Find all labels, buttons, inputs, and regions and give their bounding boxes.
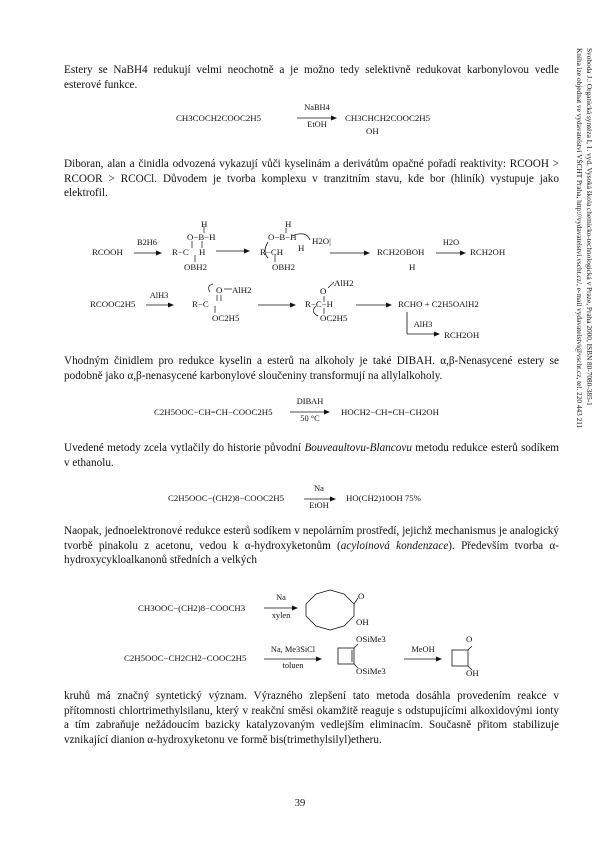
s2-arrow-6 bbox=[258, 302, 296, 308]
s2-arrow-7 bbox=[356, 302, 392, 308]
s2-i2-h: H bbox=[298, 243, 305, 253]
s2-i4-oc2h5: OC2H5 bbox=[320, 313, 348, 323]
s2-i1-h: H bbox=[199, 247, 206, 257]
s2-i4-rch: R−C−H bbox=[305, 299, 334, 309]
s3-product: HOCH2−CH=CH−CH2OH bbox=[341, 407, 439, 417]
s2-i3-oc2h5: OC2H5 bbox=[212, 313, 240, 323]
s6-arrow-2 bbox=[404, 656, 442, 662]
s2-i2-rch: R−CH bbox=[260, 247, 284, 257]
s6-reactant: C2H5OOC−CH2CH2−COOC2H5 bbox=[124, 653, 247, 663]
paragraph-3 bbox=[64, 354, 559, 383]
s2-h2o: H2O bbox=[442, 238, 460, 247]
paragraph-3-text: Vhodným činidlem pro redukce kyselin a esterů na alkoholy je také DIBAH. α,β-Nenasycené estery se podobně jako α,β-nenasycené karbonylové sloučeniny transformují na allylalkoholy. bbox=[64, 355, 559, 382]
s2-i2-ob: O−B−H bbox=[268, 232, 297, 242]
s6-reagent-top: Na, Me3SiCl bbox=[270, 645, 316, 654]
paragraph-6-text: kruhů má značný syntetický význam. Výrazného zlepšení tato metoda dosáhla provedením reakce v přítomnosti chlortrimethylsilanu, který v reakční směsi okamžitě reaguje s odstupujícími alkoxidovými ionty a tím zabraňuje nežádoucím bazicky katalyzovaným vedlejším eliminacím. Současně přitom stabilizuje vznikající dianion α-hydroxyketonu ve formě bis(trimethylsilyl)etheru. bbox=[64, 690, 559, 746]
s3-reagent-bottom: 50 °C bbox=[300, 414, 320, 423]
s3-reactant: C2H5OOC−CH=CH−COOC2H5 bbox=[154, 407, 273, 417]
s2-rcho: RCHO + C2H5OAlH2 bbox=[398, 299, 479, 309]
svg-text:O: O bbox=[216, 285, 223, 295]
sidebar-citation bbox=[558, 48, 598, 608]
svg-text:O: O bbox=[320, 286, 327, 296]
s2-i4-alh2: AlH2 bbox=[334, 278, 354, 288]
sidebar-text bbox=[575, 48, 594, 428]
paragraph-5-emphasis: acyloinová kondenzace bbox=[340, 539, 449, 552]
s2-alh3: AlH3 bbox=[149, 291, 169, 300]
s2-arrow-2 bbox=[216, 248, 250, 254]
s2-i3-alh2: AlH2 bbox=[232, 285, 252, 295]
paragraph-5-text-b: ). Především tvorba α-hydroxycykloalkanonů středních a velkých bbox=[64, 539, 559, 567]
s6-int-osime3-bottom: OSiMe3 bbox=[356, 666, 386, 676]
s2-arrow-1 bbox=[134, 250, 162, 256]
s2-i1-rc: R−C bbox=[172, 247, 189, 257]
s1-reagent-top: NaBH4 bbox=[304, 103, 330, 112]
s1-reactant: CH3COCH2COOC2H5 bbox=[176, 113, 262, 123]
s2-b2h6: B2H6 bbox=[136, 238, 157, 247]
paragraph-4-text-b: metodu redukce esterů sodíkem v ethanolu. bbox=[64, 442, 559, 469]
s2-rch2oboh-h: H bbox=[409, 262, 416, 272]
paragraph-4-text-a: Uvedené metody zcela vytlačily do historie původní bbox=[64, 442, 305, 454]
paragraph-1-text: Estery se NaBH4 redukují velmi neochotně a je možno tedy selektivně redukovat karbonylovou vedle esterové funkce. bbox=[64, 64, 559, 91]
s1-reagent-bottom: EtOH bbox=[307, 120, 327, 129]
sidebar-line-2: Kniha lze objednat ve vydavatelství VŠCHT Praha, http://vydavatelstvi.vscht.cz/, e-mail vydavatelstvi@vscht.cz, tel. 220 443 211 bbox=[575, 48, 585, 429]
s5-reagent-bottom: xylen bbox=[271, 611, 291, 620]
s2-i4-bonds bbox=[312, 276, 346, 316]
s2-rch2oh: RCH2OH bbox=[470, 247, 506, 257]
s5-reagent-top: Na bbox=[276, 593, 286, 602]
s2-i2-obh2: OBH2 bbox=[272, 262, 295, 272]
s6-int-osime3-top: OSiMe3 bbox=[356, 634, 386, 644]
s2-alh3-2: AlH3 bbox=[413, 320, 433, 329]
s6-product-oh: OH bbox=[466, 668, 479, 678]
paragraph-5-text-a: Naopak, jednoelektronové redukce esterů sodíkem v nepolárním prostředí, jejichž mechanismus je analogický tvorbě pinakolu z acetonu, vedou k α-hydroxyketonům ( bbox=[64, 525, 559, 552]
s2-i1-top-h: H bbox=[201, 219, 208, 229]
s2-i2-bonds bbox=[262, 224, 322, 268]
paragraph-1 bbox=[64, 63, 559, 92]
s2-arrow-4 bbox=[436, 250, 466, 256]
s2-rcooc2h5: RCOOC2H5 bbox=[90, 299, 136, 309]
s6-reagent-bottom: toluen bbox=[282, 661, 304, 670]
s2-i2-top-h: H bbox=[285, 219, 292, 229]
s5-reactant: CH3OOC−(CH2)8−COOCH3 bbox=[138, 603, 246, 613]
s2-i1-ob: O−B−H bbox=[187, 232, 216, 242]
s2-i1-bonds bbox=[188, 226, 218, 266]
s2-rcooh: RCOOH bbox=[92, 247, 123, 257]
s2-rch2oboh: RCH2OBOH bbox=[377, 247, 425, 257]
sidebar-line-1: Svoboda J.: Organická syntéza I, 1. vyd. Vysoká škola chemicko-technologická v Praze, Praha 2000, ISBN 80-7080-385-1 bbox=[585, 48, 594, 406]
s2-i3-rc: R−C bbox=[192, 299, 209, 309]
s2-i1-obh2: OBH2 bbox=[184, 262, 207, 272]
paragraph-4-emphasis: Bouveaultovu-Blancovu bbox=[304, 442, 412, 454]
s5-product-oh: OH bbox=[356, 617, 369, 627]
s5-product-o: O bbox=[358, 591, 365, 601]
paragraph-2 bbox=[64, 157, 559, 201]
s2-i3-bonds bbox=[204, 282, 248, 320]
s4-product: HO(CH2)10OH 75% bbox=[346, 493, 422, 503]
s2-i2-h2o: H2O| bbox=[312, 236, 331, 246]
paragraph-6 bbox=[64, 689, 559, 747]
page-number: 39 bbox=[294, 798, 306, 809]
s2-arrow-3 bbox=[330, 250, 370, 256]
s4-reagent-top: Na bbox=[314, 484, 324, 493]
s5-cyclodecanone-ring bbox=[304, 588, 360, 632]
s3-reagent-top: DIBAH bbox=[296, 397, 324, 406]
paragraph-2-text: Diboran, alan a činidla odvozená vykazují vůči kyselinám a derivátům opačné pořadí reaktivity: RCOOH > RCOOR > RCOCl. Důvodem je tvorba komplexu v tranzitním stavu, kde bor (hliník) vystupuje jako elektrofil. bbox=[64, 158, 559, 200]
s6-meoh: MeOH bbox=[411, 645, 435, 654]
s4-reagent-bottom: EtOH bbox=[309, 501, 329, 510]
paragraph-5 bbox=[64, 524, 559, 568]
s6-product-o: O bbox=[466, 634, 473, 644]
s4-reactant: C2H5OOC−(CH2)8−COOC2H5 bbox=[168, 493, 284, 503]
paragraph-4 bbox=[64, 441, 559, 470]
s2-rch2oh-2: RCH2OH bbox=[444, 330, 480, 340]
s2-arrow-5 bbox=[146, 302, 174, 308]
s1-product-oh: OH bbox=[366, 126, 379, 136]
s1-product: CH3CHCH2COOC2H5 bbox=[345, 113, 431, 123]
